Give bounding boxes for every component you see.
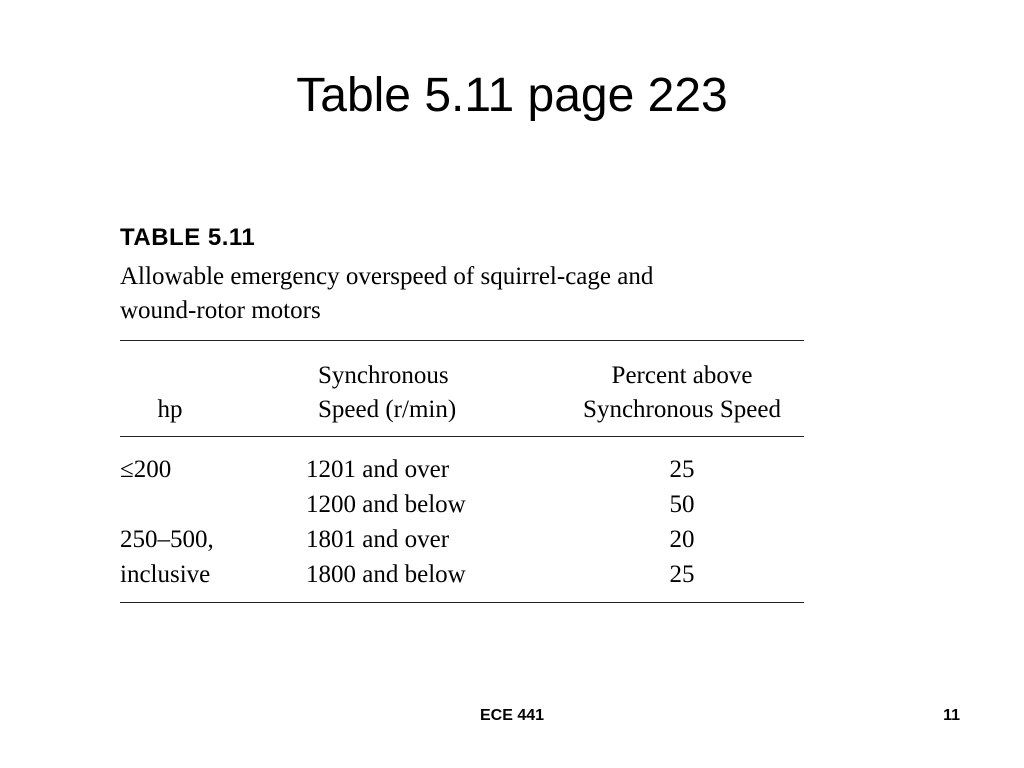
cell-hp: 250–500,	[120, 526, 214, 553]
header-speed-line-1: Synchronous	[318, 362, 449, 389]
cell-percent: 25	[669, 561, 695, 588]
slide-title: Table 5.11 page 223	[296, 69, 728, 122]
header-percent-line-1: Percent above	[611, 362, 753, 389]
table-top-rule	[120, 340, 804, 341]
table-caption-line: Allowable emergency overspeed of squirrel-cage and	[120, 263, 654, 290]
table-caption	[120, 260, 804, 328]
table-bottom-rule	[120, 602, 804, 603]
table-header-rule	[120, 436, 804, 437]
cell-hp: inclusive	[120, 561, 211, 588]
cell-percent: 50	[669, 491, 695, 518]
table-caption-line: wound-rotor motors	[120, 297, 321, 324]
header-hp: hp	[157, 396, 183, 423]
footer-page-number: 11	[943, 707, 960, 724]
footer-course: ECE 441	[479, 707, 545, 724]
cell-speed: 1801 and over	[306, 526, 450, 553]
cell-speed: 1800 and below	[306, 561, 466, 588]
table-label: TABLE 5.11	[120, 224, 256, 251]
header-speed-line-2: Speed (r/min)	[318, 396, 457, 423]
cell-speed: 1201 and over	[306, 456, 450, 483]
cell-percent: 25	[669, 456, 695, 483]
cell-speed: 1200 and below	[306, 491, 466, 518]
cell-percent: 20	[669, 526, 695, 553]
table-figure	[120, 222, 804, 606]
cell-hp: ≤200	[120, 456, 172, 483]
header-percent-line-2: Synchronous Speed	[583, 396, 781, 423]
